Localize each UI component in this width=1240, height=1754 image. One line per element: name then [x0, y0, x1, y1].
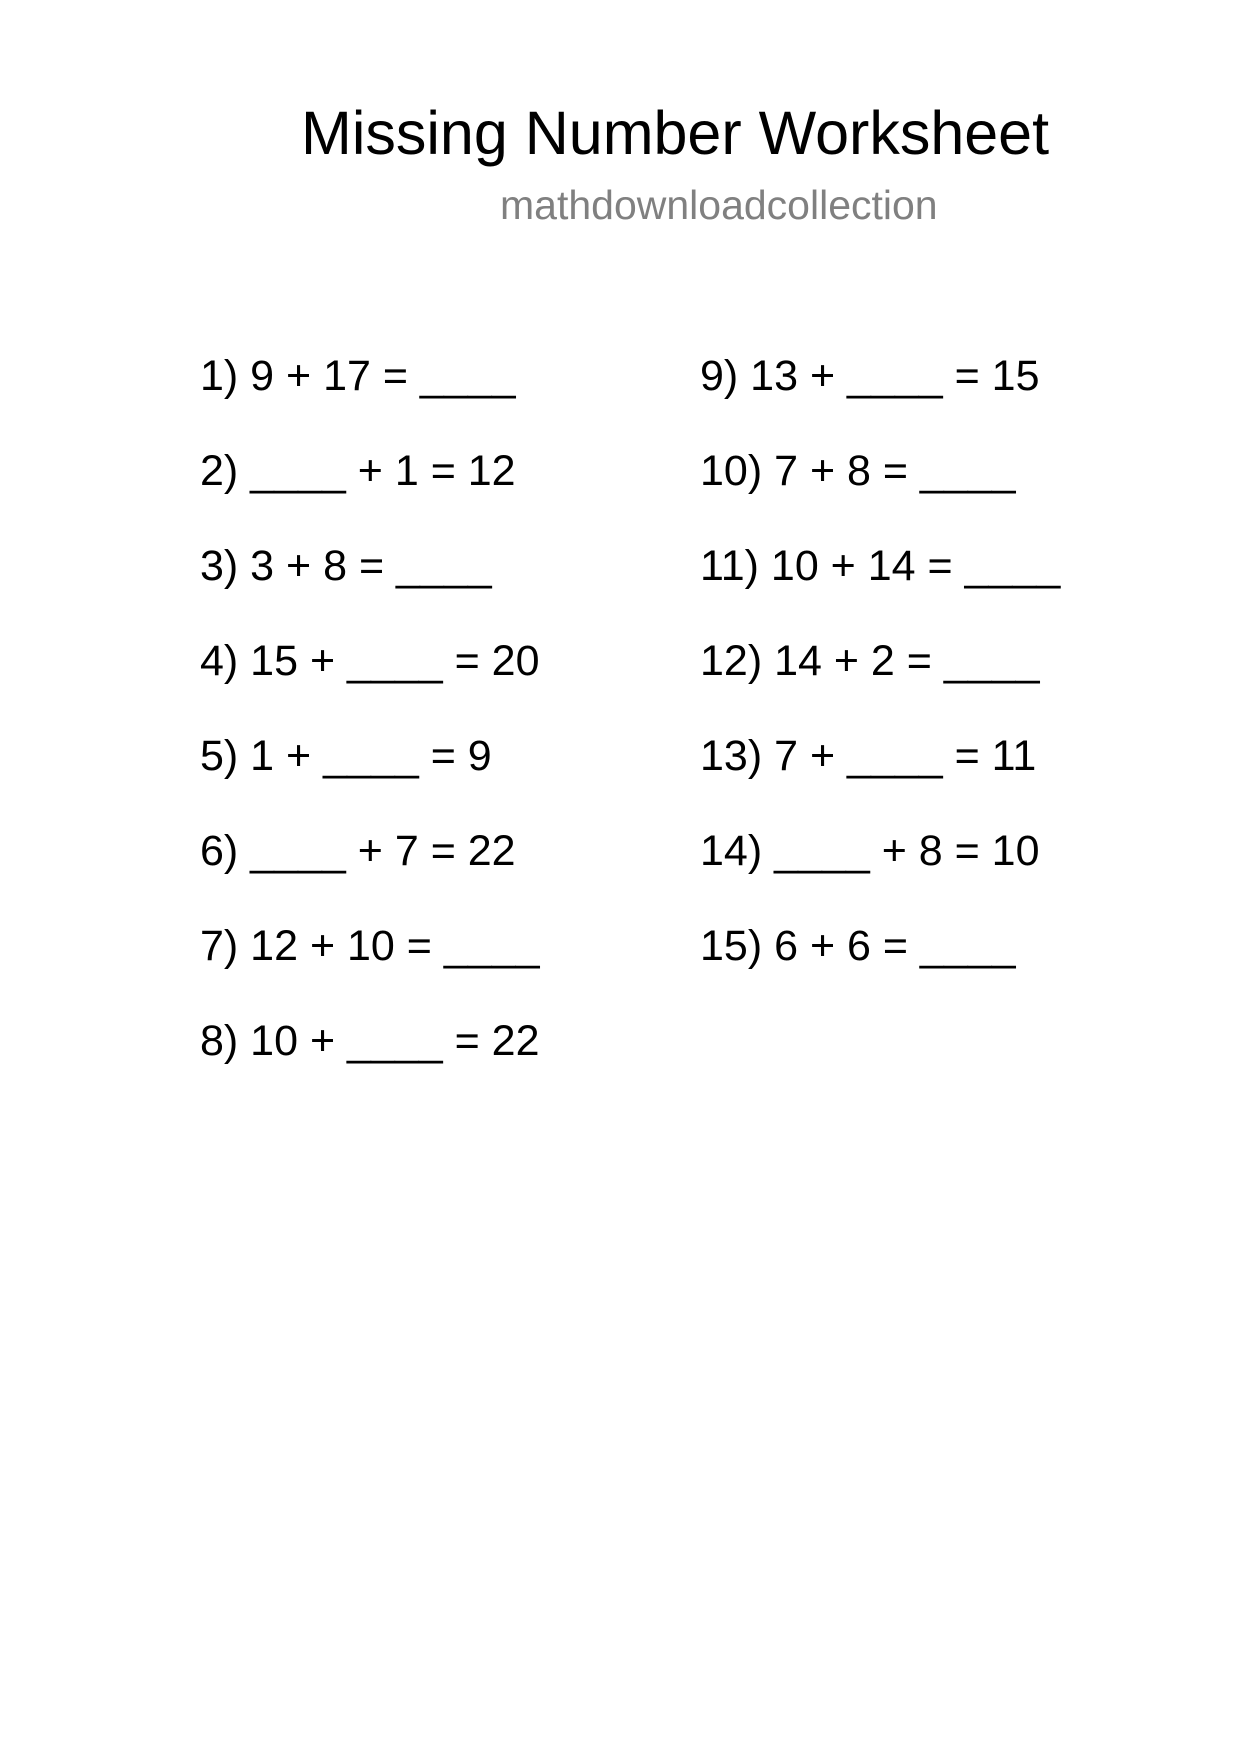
problem: 10) 7 + 8 = ____	[700, 447, 1016, 495]
problem: 5) 1 + ____ = 9	[200, 732, 492, 780]
problem: 15) 6 + 6 = ____	[700, 922, 1016, 970]
worksheet-title: Missing Number Worksheet	[301, 99, 1050, 167]
problem: 2) ____ + 1 = 12	[200, 447, 516, 495]
problems-column-right	[700, 346, 1060, 1011]
problem: 12) 14 + 2 = ____	[700, 637, 1040, 685]
problem: 4) 15 + ____ = 20	[200, 637, 540, 685]
problem: 13) 7 + ____ = 11	[700, 732, 1037, 780]
worksheet-source: mathdownloadcollection	[500, 182, 938, 228]
problem: 8) 10 + ____ = 22	[200, 1017, 540, 1065]
problem: 6) ____ + 7 = 22	[200, 827, 516, 875]
problem: 7) 12 + 10 = ____	[200, 922, 540, 970]
problem: 1) 9 + 17 = ____	[200, 352, 516, 400]
problem: 3) 3 + 8 = ____	[200, 542, 492, 590]
problems-column-left	[200, 346, 540, 1106]
problem: 14) ____ + 8 = 10	[700, 827, 1040, 875]
problem: 11) 10 + 14 = ____	[700, 542, 1061, 590]
problem: 9) 13 + ____ = 15	[700, 352, 1040, 400]
